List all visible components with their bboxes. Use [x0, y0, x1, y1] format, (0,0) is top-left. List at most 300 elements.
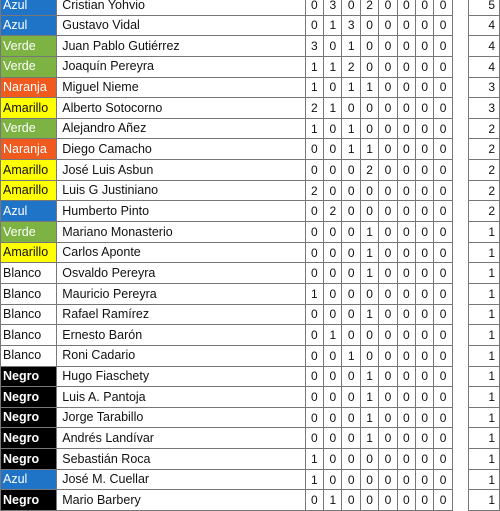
stat-cell: 0 — [434, 36, 452, 57]
stat-cell: 0 — [324, 283, 342, 304]
table-row — [1, 0, 500, 15]
stat-cell: 0 — [379, 242, 397, 263]
player-name: Alberto Sotocorno — [57, 98, 305, 119]
player-name: Diego Camacho — [57, 139, 305, 160]
stat-cell: 0 — [324, 345, 342, 366]
stat-cell: 0 — [342, 490, 360, 511]
player-name: Cristian Yohvio — [57, 0, 305, 15]
stat-cell: 0 — [416, 160, 434, 181]
stat-cell: 0 — [305, 325, 323, 346]
column-gap — [452, 15, 468, 36]
column-gap — [452, 490, 468, 511]
total-cell: 5 — [469, 0, 500, 15]
stat-cell: 0 — [305, 366, 323, 387]
player-name: José M. Cuellar — [57, 469, 305, 490]
stat-cell: 0 — [379, 490, 397, 511]
table-row — [1, 469, 500, 490]
stat-cell: 0 — [434, 283, 452, 304]
stat-cell: 0 — [360, 15, 378, 36]
stat-cell: 0 — [416, 407, 434, 428]
table-row — [1, 222, 500, 243]
stat-cell: 1 — [360, 428, 378, 449]
stat-cell: 0 — [342, 242, 360, 263]
total-cell: 1 — [469, 283, 500, 304]
stat-cell: 0 — [434, 180, 452, 201]
stat-cell: 1 — [360, 366, 378, 387]
stat-cell: 1 — [342, 118, 360, 139]
stat-cell: 0 — [305, 407, 323, 428]
stat-cell: 0 — [397, 201, 415, 222]
stat-cell: 0 — [434, 469, 452, 490]
stat-cell: 0 — [379, 201, 397, 222]
stat-cell: 0 — [397, 263, 415, 284]
stat-cell: 0 — [360, 469, 378, 490]
total-cell: 1 — [469, 366, 500, 387]
stat-cell: 0 — [342, 222, 360, 243]
team-cell: Negro — [1, 407, 57, 428]
column-gap — [452, 407, 468, 428]
column-gap — [452, 449, 468, 470]
player-name: Humberto Pinto — [57, 201, 305, 222]
stat-cell: 0 — [342, 201, 360, 222]
stat-cell: 0 — [324, 139, 342, 160]
stat-cell: 0 — [379, 428, 397, 449]
stat-cell: 0 — [360, 118, 378, 139]
total-cell: 1 — [469, 325, 500, 346]
stat-cell: 1 — [305, 449, 323, 470]
table-row — [1, 283, 500, 304]
stat-cell: 0 — [434, 428, 452, 449]
total-cell: 1 — [469, 345, 500, 366]
stat-cell: 0 — [416, 139, 434, 160]
stat-cell: 2 — [360, 160, 378, 181]
stat-cell: 0 — [324, 387, 342, 408]
stat-cell: 0 — [379, 56, 397, 77]
player-name: Mario Barbery — [57, 490, 305, 511]
player-name: Mauricio Pereyra — [57, 283, 305, 304]
player-name: Jorge Tarabillo — [57, 407, 305, 428]
table-row — [1, 387, 500, 408]
stat-cell: 0 — [379, 449, 397, 470]
stat-cell: 0 — [397, 345, 415, 366]
stat-cell: 0 — [397, 139, 415, 160]
stat-cell: 0 — [379, 387, 397, 408]
table-row — [1, 139, 500, 160]
total-cell: 4 — [469, 15, 500, 36]
stat-cell: 1 — [360, 304, 378, 325]
team-cell: Negro — [1, 490, 57, 511]
stat-cell: 0 — [342, 387, 360, 408]
stat-cell: 0 — [379, 366, 397, 387]
stat-cell: 0 — [416, 428, 434, 449]
column-gap — [452, 77, 468, 98]
total-cell: 1 — [469, 469, 500, 490]
stat-cell: 0 — [360, 325, 378, 346]
team-cell: Amarillo — [1, 242, 57, 263]
stat-cell: 0 — [305, 242, 323, 263]
table-row — [1, 407, 500, 428]
player-name: Luis G Justiniano — [57, 180, 305, 201]
stat-cell: 0 — [342, 428, 360, 449]
player-name: Miguel Nieme — [57, 77, 305, 98]
player-name: Ernesto Barón — [57, 325, 305, 346]
stat-cell: 0 — [434, 0, 452, 15]
team-cell: Verde — [1, 118, 57, 139]
stat-cell: 0 — [397, 449, 415, 470]
player-name: Roni Cadario — [57, 345, 305, 366]
team-cell: Verde — [1, 56, 57, 77]
player-name: Gustavo Vidal — [57, 15, 305, 36]
team-cell: Azul — [1, 0, 57, 15]
stat-cell: 0 — [434, 407, 452, 428]
stat-cell: 1 — [360, 222, 378, 243]
stat-cell: 3 — [342, 15, 360, 36]
column-gap — [452, 160, 468, 181]
stat-cell: 0 — [397, 304, 415, 325]
stat-cell: 0 — [397, 242, 415, 263]
table-body — [1, 0, 500, 511]
column-gap — [452, 36, 468, 57]
stat-cell: 0 — [342, 449, 360, 470]
column-gap — [452, 325, 468, 346]
total-cell: 1 — [469, 428, 500, 449]
stat-cell: 0 — [379, 325, 397, 346]
team-cell: Naranja — [1, 77, 57, 98]
team-cell: Blanco — [1, 325, 57, 346]
stat-cell: 0 — [434, 387, 452, 408]
total-cell: 4 — [469, 36, 500, 57]
stat-cell: 0 — [397, 0, 415, 15]
total-cell: 3 — [469, 98, 500, 119]
stat-cell: 0 — [342, 160, 360, 181]
stat-cell: 0 — [379, 283, 397, 304]
stat-cell: 0 — [305, 304, 323, 325]
stat-cell: 0 — [416, 304, 434, 325]
player-name: Luis A. Pantoja — [57, 387, 305, 408]
stat-cell: 0 — [324, 36, 342, 57]
stat-cell: 0 — [324, 118, 342, 139]
total-cell: 1 — [469, 263, 500, 284]
stat-cell: 0 — [434, 325, 452, 346]
team-cell: Blanco — [1, 304, 57, 325]
stat-cell: 3 — [305, 36, 323, 57]
stat-cell: 0 — [434, 263, 452, 284]
column-gap — [452, 201, 468, 222]
stat-cell: 1 — [305, 118, 323, 139]
stat-cell: 0 — [397, 15, 415, 36]
team-cell: Negro — [1, 366, 57, 387]
total-cell: 3 — [469, 77, 500, 98]
stat-cell: 0 — [324, 77, 342, 98]
stat-cell: 0 — [397, 160, 415, 181]
stat-cell: 0 — [416, 98, 434, 119]
stat-cell: 0 — [305, 490, 323, 511]
player-name: José Luis Asbun — [57, 160, 305, 181]
team-cell: Blanco — [1, 345, 57, 366]
stat-cell: 0 — [305, 201, 323, 222]
stat-cell: 0 — [342, 366, 360, 387]
stat-cell: 0 — [416, 222, 434, 243]
team-cell: Azul — [1, 15, 57, 36]
team-cell: Negro — [1, 449, 57, 470]
stat-cell: 0 — [305, 160, 323, 181]
player-name: Joaquín Pereyra — [57, 56, 305, 77]
stat-cell: 2 — [305, 180, 323, 201]
stat-cell: 0 — [379, 98, 397, 119]
column-gap — [452, 366, 468, 387]
total-cell: 2 — [469, 118, 500, 139]
stat-cell: 0 — [324, 180, 342, 201]
stat-cell: 1 — [360, 407, 378, 428]
team-cell: Naranja — [1, 139, 57, 160]
team-cell: Azul — [1, 201, 57, 222]
stat-cell: 0 — [305, 0, 323, 15]
stat-cell: 0 — [360, 180, 378, 201]
table-row — [1, 56, 500, 77]
stat-cell: 0 — [434, 490, 452, 511]
table-row — [1, 428, 500, 449]
stat-cell: 1 — [324, 490, 342, 511]
table-row — [1, 449, 500, 470]
stat-cell: 0 — [342, 407, 360, 428]
stat-cell: 1 — [342, 77, 360, 98]
stat-cell: 0 — [342, 263, 360, 284]
stat-cell: 0 — [305, 345, 323, 366]
stat-cell: 1 — [360, 387, 378, 408]
stat-cell: 1 — [305, 283, 323, 304]
stat-cell: 0 — [379, 407, 397, 428]
stat-cell: 0 — [379, 345, 397, 366]
stat-cell: 0 — [416, 36, 434, 57]
column-gap — [452, 222, 468, 243]
player-name: Mariano Monasterio — [57, 222, 305, 243]
stat-cell: 0 — [434, 449, 452, 470]
stat-cell: 1 — [360, 139, 378, 160]
team-cell: Verde — [1, 36, 57, 57]
stat-cell: 0 — [379, 36, 397, 57]
stat-cell: 0 — [379, 139, 397, 160]
table-row — [1, 490, 500, 511]
stat-cell: 1 — [360, 242, 378, 263]
player-name: Hugo Fiaschety — [57, 366, 305, 387]
stat-cell: 0 — [397, 387, 415, 408]
stat-cell: 0 — [379, 304, 397, 325]
stat-cell: 0 — [379, 118, 397, 139]
stat-cell: 0 — [416, 345, 434, 366]
stat-cell: 0 — [360, 56, 378, 77]
column-gap — [452, 345, 468, 366]
stat-cell: 0 — [324, 428, 342, 449]
stat-cell: 0 — [416, 469, 434, 490]
team-cell: Verde — [1, 222, 57, 243]
stat-cell: 0 — [324, 304, 342, 325]
stat-cell: 0 — [305, 428, 323, 449]
table-row — [1, 201, 500, 222]
stat-cell: 0 — [397, 222, 415, 243]
stat-cell: 0 — [416, 449, 434, 470]
column-gap — [452, 283, 468, 304]
player-name: Juan Pablo Gutiérrez — [57, 36, 305, 57]
column-gap — [452, 242, 468, 263]
stat-cell: 0 — [342, 469, 360, 490]
stat-cell: 0 — [416, 77, 434, 98]
stat-cell: 0 — [305, 263, 323, 284]
stat-cell: 2 — [360, 0, 378, 15]
team-cell: Azul — [1, 469, 57, 490]
column-gap — [452, 139, 468, 160]
stat-cell: 0 — [360, 36, 378, 57]
stat-cell: 0 — [397, 490, 415, 511]
total-cell: 2 — [469, 201, 500, 222]
table-row — [1, 77, 500, 98]
stat-cell: 0 — [379, 160, 397, 181]
stat-cell: 0 — [379, 263, 397, 284]
stat-cell: 0 — [379, 77, 397, 98]
player-name: Rafael Ramírez — [57, 304, 305, 325]
stat-cell: 0 — [416, 180, 434, 201]
stat-cell: 0 — [360, 345, 378, 366]
stat-cell: 0 — [397, 469, 415, 490]
table-row — [1, 366, 500, 387]
stat-cell: 0 — [342, 304, 360, 325]
team-cell: Amarillo — [1, 98, 57, 119]
stat-cell: 2 — [342, 56, 360, 77]
stat-cell: 0 — [434, 222, 452, 243]
stat-cell: 0 — [434, 56, 452, 77]
stat-cell: 0 — [379, 0, 397, 15]
stat-cell: 0 — [397, 118, 415, 139]
stat-cell: 0 — [360, 490, 378, 511]
stat-cell: 0 — [360, 449, 378, 470]
stat-cell: 0 — [416, 201, 434, 222]
stat-cell: 0 — [416, 490, 434, 511]
stat-cell: 0 — [397, 283, 415, 304]
table-row — [1, 345, 500, 366]
team-cell: Amarillo — [1, 160, 57, 181]
total-cell: 1 — [469, 449, 500, 470]
team-cell: Blanco — [1, 283, 57, 304]
stat-cell: 0 — [397, 366, 415, 387]
total-cell: 1 — [469, 490, 500, 511]
stat-cell: 0 — [416, 56, 434, 77]
stat-cell: 0 — [324, 407, 342, 428]
stat-cell: 3 — [324, 0, 342, 15]
column-gap — [452, 428, 468, 449]
stat-cell: 0 — [305, 139, 323, 160]
table-row — [1, 160, 500, 181]
total-cell: 1 — [469, 242, 500, 263]
stat-cell: 1 — [324, 15, 342, 36]
table-row — [1, 15, 500, 36]
stat-cell: 0 — [397, 325, 415, 346]
stat-cell: 1 — [342, 36, 360, 57]
stat-cell: 0 — [434, 242, 452, 263]
stat-cell: 1 — [305, 56, 323, 77]
stat-cell: 0 — [397, 77, 415, 98]
stat-cell: 0 — [397, 56, 415, 77]
stat-cell: 0 — [342, 325, 360, 346]
stat-cell: 0 — [305, 387, 323, 408]
stat-cell: 0 — [342, 283, 360, 304]
stat-cell: 0 — [342, 0, 360, 15]
stat-cell: 1 — [324, 56, 342, 77]
column-gap — [452, 118, 468, 139]
stat-cell: 2 — [305, 98, 323, 119]
column-gap — [452, 180, 468, 201]
stat-cell: 0 — [416, 118, 434, 139]
table-row — [1, 36, 500, 57]
stat-cell: 1 — [305, 469, 323, 490]
stat-cell: 0 — [416, 387, 434, 408]
stat-cell: 0 — [342, 98, 360, 119]
column-gap — [452, 56, 468, 77]
player-name: Andrés Landívar — [57, 428, 305, 449]
stat-cell: 1 — [360, 263, 378, 284]
stat-cell: 0 — [397, 407, 415, 428]
stat-cell: 0 — [416, 283, 434, 304]
stat-cell: 0 — [379, 180, 397, 201]
stat-cell: 1 — [342, 139, 360, 160]
stat-cell: 0 — [305, 15, 323, 36]
stat-cell: 0 — [434, 345, 452, 366]
total-cell: 1 — [469, 387, 500, 408]
stat-cell: 0 — [397, 98, 415, 119]
table-row — [1, 180, 500, 201]
team-cell: Negro — [1, 428, 57, 449]
stat-cell: 0 — [434, 98, 452, 119]
player-name: Osvaldo Pereyra — [57, 263, 305, 284]
team-cell: Blanco — [1, 263, 57, 284]
table-row — [1, 242, 500, 263]
table-row — [1, 98, 500, 119]
team-cell: Amarillo — [1, 180, 57, 201]
stat-cell: 0 — [434, 77, 452, 98]
player-name: Alejandro Añez — [57, 118, 305, 139]
stat-cell: 0 — [324, 242, 342, 263]
stat-cell: 1 — [342, 345, 360, 366]
stat-cell: 0 — [416, 366, 434, 387]
stat-cell: 0 — [434, 139, 452, 160]
stat-cell: 0 — [360, 201, 378, 222]
column-gap — [452, 469, 468, 490]
stat-cell: 0 — [416, 0, 434, 15]
column-gap — [452, 0, 468, 15]
stat-cell: 0 — [434, 366, 452, 387]
stat-cell: 1 — [360, 77, 378, 98]
total-cell: 1 — [469, 407, 500, 428]
stat-cell: 0 — [379, 15, 397, 36]
stat-cell: 0 — [379, 222, 397, 243]
stat-cell: 0 — [416, 242, 434, 263]
total-cell: 2 — [469, 160, 500, 181]
stat-cell: 0 — [305, 222, 323, 243]
stat-cell: 0 — [416, 15, 434, 36]
stat-cell: 0 — [324, 469, 342, 490]
table-row — [1, 304, 500, 325]
stat-cell: 0 — [434, 15, 452, 36]
stat-cell: 0 — [324, 366, 342, 387]
player-name: Carlos Aponte — [57, 242, 305, 263]
total-cell: 1 — [469, 304, 500, 325]
stat-cell: 0 — [416, 325, 434, 346]
table-row — [1, 118, 500, 139]
stat-cell: 0 — [416, 263, 434, 284]
column-gap — [452, 263, 468, 284]
total-cell: 2 — [469, 139, 500, 160]
table-row — [1, 325, 500, 346]
stat-cell: 0 — [434, 201, 452, 222]
stat-cell: 0 — [360, 283, 378, 304]
